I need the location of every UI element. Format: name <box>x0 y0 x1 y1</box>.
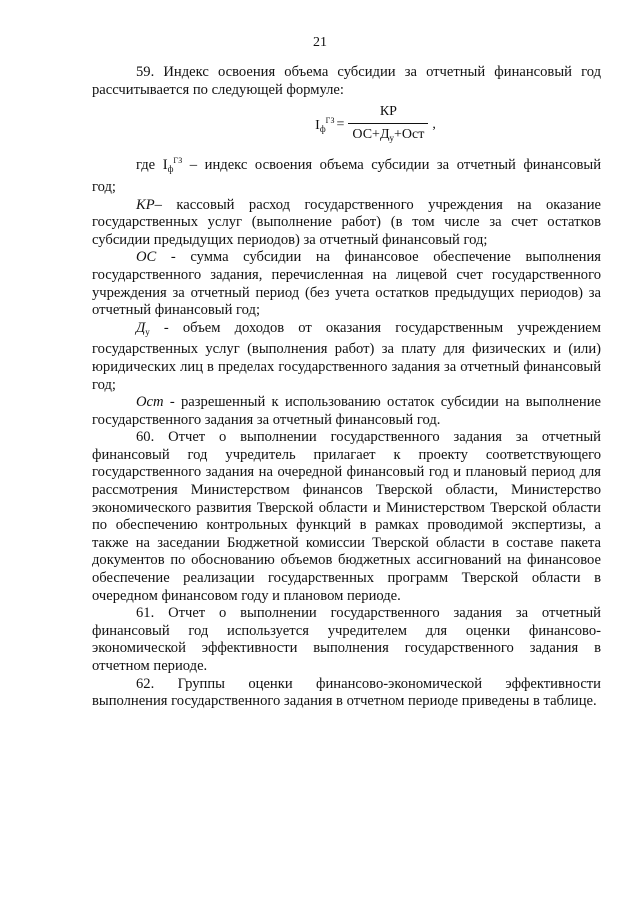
formula-denominator <box>348 123 428 148</box>
formula-trailing-comma: , <box>432 117 436 133</box>
formula-den-b: Д <box>379 126 390 142</box>
paragraph-61: 61. Отчет о выполнении государственного задания за отчетный финансовый год используется учредителем для оценки финансово-экономической эффективности выполнения государственного задания в отчетном периоде. <box>92 605 601 674</box>
definition-ost <box>92 394 601 429</box>
formula-den-plus1: + <box>372 126 380 142</box>
symbol-du-sub: у <box>145 326 150 337</box>
where-line2: год; <box>92 178 116 195</box>
definition-du-text: - объем доходов от оказания государственным учреждением государственных услуг (выполнения работ) за плату для физических и (или) юридических лиц в пределах государственного задания за отчетный финансовый год; <box>92 319 601 393</box>
paragraph-59-line1: 59. Индекс освоения объема субсидии за отчетный финансовый год <box>136 64 601 80</box>
symbol-ost: Ост <box>136 394 164 411</box>
definition-kr-text: – кассовый расход государственного учреждения на оказание государственных услуг (выполнение работ) (в том числе за счет остатков субсидии предыдущих периодов) за отчетный финансовый год; <box>92 196 601 248</box>
where-rest: – индекс освоения объема субсидии за отчетный финансовый <box>182 157 601 174</box>
formula-fraction <box>348 103 428 147</box>
definition-kr <box>92 197 601 250</box>
symbol-du: Д <box>136 319 146 336</box>
formula <box>92 103 601 147</box>
formula-den-plus2: + <box>394 126 402 142</box>
definition-du <box>92 320 601 394</box>
formula-den-a: ОС <box>352 126 373 142</box>
formula-lhs-sub: ф <box>319 123 326 134</box>
symbol-os: ОС <box>136 249 157 266</box>
where-sub: ф <box>167 164 174 175</box>
paragraph-59-line2: рассчитывается по следующей формуле: <box>92 81 344 98</box>
page-number: 21 <box>313 35 327 50</box>
formula-lhs-base: I <box>315 117 320 133</box>
where-sup: ГЗ <box>173 156 183 166</box>
paragraph-60: 60. Отчет о выполнении государственного задания за отчетный финансовый год учредитель прилагает к проекту соответствующего государственного задания на очередной финансовый год и плановый период для рассмотрения Министерством финансов Тверской области, Министерство экономического развития Тверской области и Министерством Тверской области по обеспечению контрольных функций в рамках проводимой экспертизы, а также на заседании Бюджетной комиссии Тверской области в составе пакета документов по обоснованию объемов бюджетных ассигнований на финансовое обеспечение реализации государственных программ Тверской области в очередном финансовом году и плановом периоде. <box>92 429 601 604</box>
formula-numerator: КР <box>379 104 397 120</box>
formula-lhs-sup: ГЗ <box>325 115 335 125</box>
definition-os-text: - сумма субсидии на финансовое обеспечение выполнения государственного задания, перечисленная на лицевой счет государственного учреждения за отчетный период (без учета остатков предыдущих периодов) за отчетный финансовый год; <box>92 249 601 319</box>
paragraph-62: 62. Группы оценки финансово-экономической эффективности выполнения государственного задания в отчетном периоде приведены в таблице. <box>92 675 601 710</box>
formula-equals: = <box>336 117 345 133</box>
formula-den-c: Ост <box>401 126 425 142</box>
formula-den-b-sub: у <box>389 132 394 143</box>
where-line1 <box>92 152 601 179</box>
definition-ost-text: - разрешенный к использованию остаток субсидии на выполнение государственного задания за отчетный финансовый год. <box>92 394 601 428</box>
symbol-kr: КР <box>136 196 155 213</box>
definition-os <box>92 249 601 319</box>
document-body <box>92 64 601 711</box>
where-lead: где I <box>136 157 168 174</box>
formula-lhs <box>315 112 334 139</box>
